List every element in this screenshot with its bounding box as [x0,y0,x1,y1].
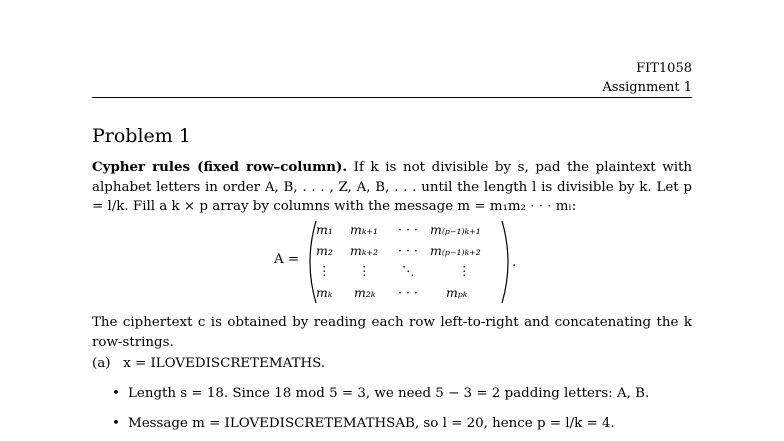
rules-paragraph [92,158,692,217]
part-a [92,354,325,374]
matrix-trailing-period: . [512,255,517,270]
matrix-a [274,219,524,305]
matrix-cell: m₂ₖ [354,285,376,300]
problem-title: Problem 1 [92,125,191,147]
part-a-label: (a) [92,356,111,371]
ciphertext-rule-paragraph: The ciphertext c is obtained by reading each row left-to-right and concatenating the k row-strings. [92,315,692,350]
rules-heading: Cypher rules (fixed row–column). [92,159,348,175]
matrix-cell: · · · [398,243,418,258]
bullet-icon: • [112,416,120,431]
matrix-cell: · · · [398,285,418,300]
matrix-cell: m₍ₚ₋₁₎ₖ₊₁ [430,222,481,237]
bullet-icon: • [112,386,120,401]
matrix-cell: mₚₖ [446,285,468,300]
matrix-cell: mₖ₊₂ [350,243,379,258]
matrix-cell: mₖ [316,285,333,300]
matrix-cell: ⋮ [318,263,331,278]
list-item-text: Length s = 18. Since 18 mod 5 = 3, we need 5 − 3 = 2 padding letters: A, B. [128,386,650,401]
matrix-cell: m₁ [316,222,333,237]
header-assignment: Assignment 1 [602,80,692,95]
matrix-lhs: A = [274,252,300,267]
matrix-cell: mₖ₊₁ [350,222,379,237]
part-a-statement: x = ILOVEDISCRETEMATHS. [123,356,326,371]
header-rule [92,97,692,98]
matrix-cell: · · · [398,222,418,237]
matrix-cell: ⋱ [402,263,415,278]
matrix-cell: ⋮ [458,263,471,278]
matrix-cell: ⋮ [358,263,371,278]
matrix-cell: m₂ [316,243,333,258]
header-unit-code: FIT1058 [636,61,692,76]
matrix-cell: m₍ₚ₋₁₎ₖ₊₂ [430,243,481,258]
list-item-text: Message m = ILOVEDISCRETEMATHSAB, so l = 20, hence p = l/k = 4. [128,416,615,431]
rules-text: If k is not divisible by s, pad the plaintext with alphabet letters in order A, B, . . . , Z, A, B, . . . until the length l is divisible by k. Let p = l/k. Fill a k × p array by columns with the message m = m₁m₂ · · · mₗ: [92,160,692,214]
